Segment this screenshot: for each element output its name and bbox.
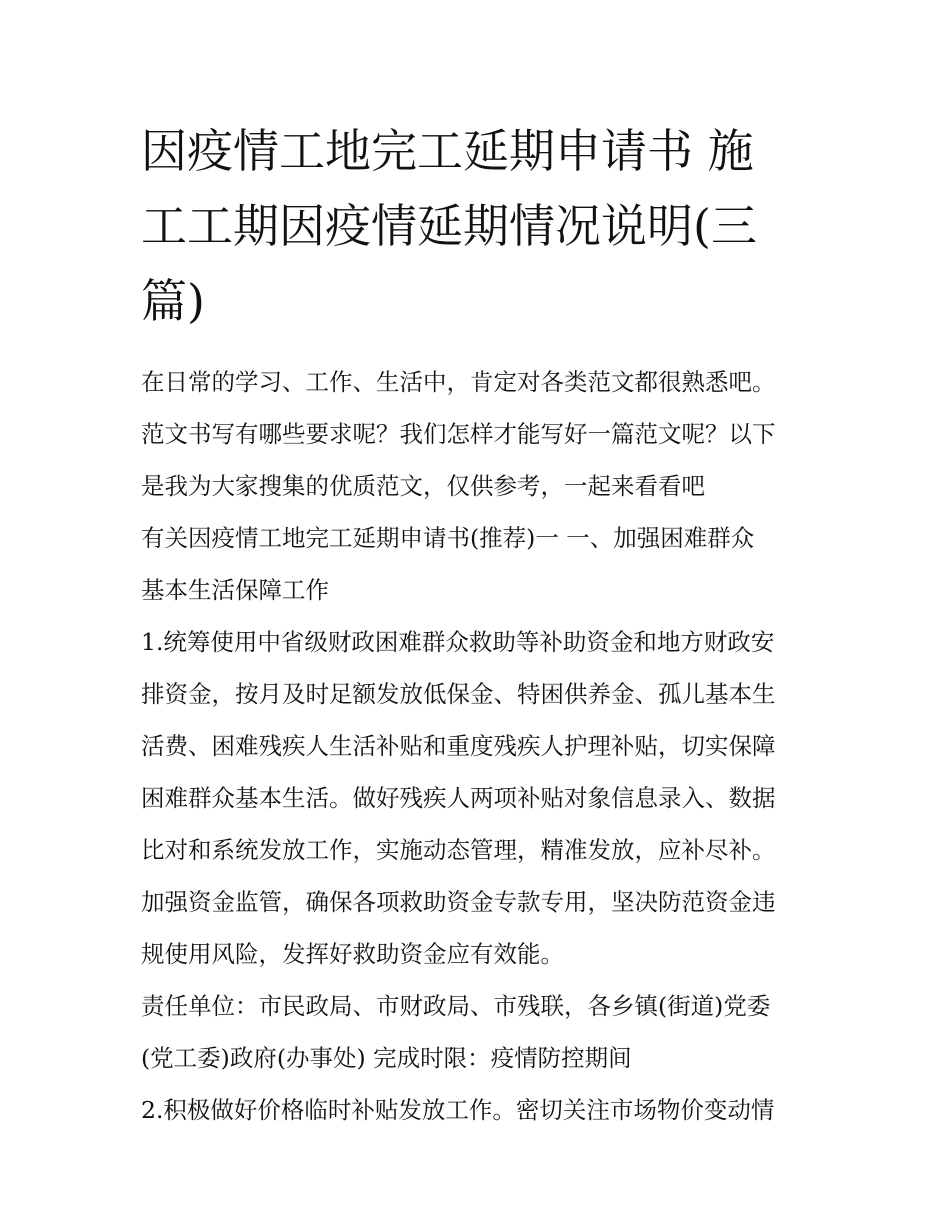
body-line: 排资金，按月及时足额发放低保金、特困供养金、孤儿基本生: [141, 680, 776, 708]
body-line: 责任单位：市民政局、市财政局、市残联，各乡镇(街道)党委: [141, 992, 771, 1020]
body-line: 在日常的学习、工作、生活中，肯定对各类范文都很熟悉吧。: [141, 368, 776, 396]
body-line: 困难群众基本生活。做好残疾人两项补贴对象信息录入、数据: [141, 784, 776, 812]
body-line: 是我为大家搜集的优质范文，仅供参考，一起来看看吧: [141, 472, 705, 500]
document-body: [141, 356, 821, 1136]
body-line: 基本生活保障工作: [141, 576, 329, 604]
body-line: 范文书写有哪些要求呢？我们怎样才能写好一篇范文呢？以下: [141, 420, 776, 448]
title-line: 因疫情工地完工延期申请书 施: [141, 124, 754, 178]
title-line: 工工期因疫情延期情况说明(三: [141, 199, 757, 253]
body-line: 比对和系统发放工作，实施动态管理，精准发放，应补尽补。: [141, 836, 776, 864]
title-line: 篇): [141, 274, 205, 328]
body-line: 活费、困难残疾人生活补贴和重度残疾人护理补贴，切实保障: [141, 732, 776, 760]
body-line: (党工委)政府(办事处) 完成时限：疫情防控期间: [141, 1044, 632, 1072]
body-line: 有关因疫情工地完工延期申请书(推荐)一 一、加强困难群众: [141, 524, 755, 552]
body-line: 加强资金监管，确保各项救助资金专款专用，坚决防范资金违: [141, 888, 776, 916]
document-title: [141, 114, 821, 339]
body-line: 规使用风险，发挥好救助资金应有效能。: [141, 940, 564, 968]
body-line: 1.统筹使用中省级财政困难群众救助等补助资金和地方财政安: [141, 628, 775, 656]
body-line: 2.积极做好价格临时补贴发放工作。密切关注市场物价变动情: [141, 1096, 775, 1124]
